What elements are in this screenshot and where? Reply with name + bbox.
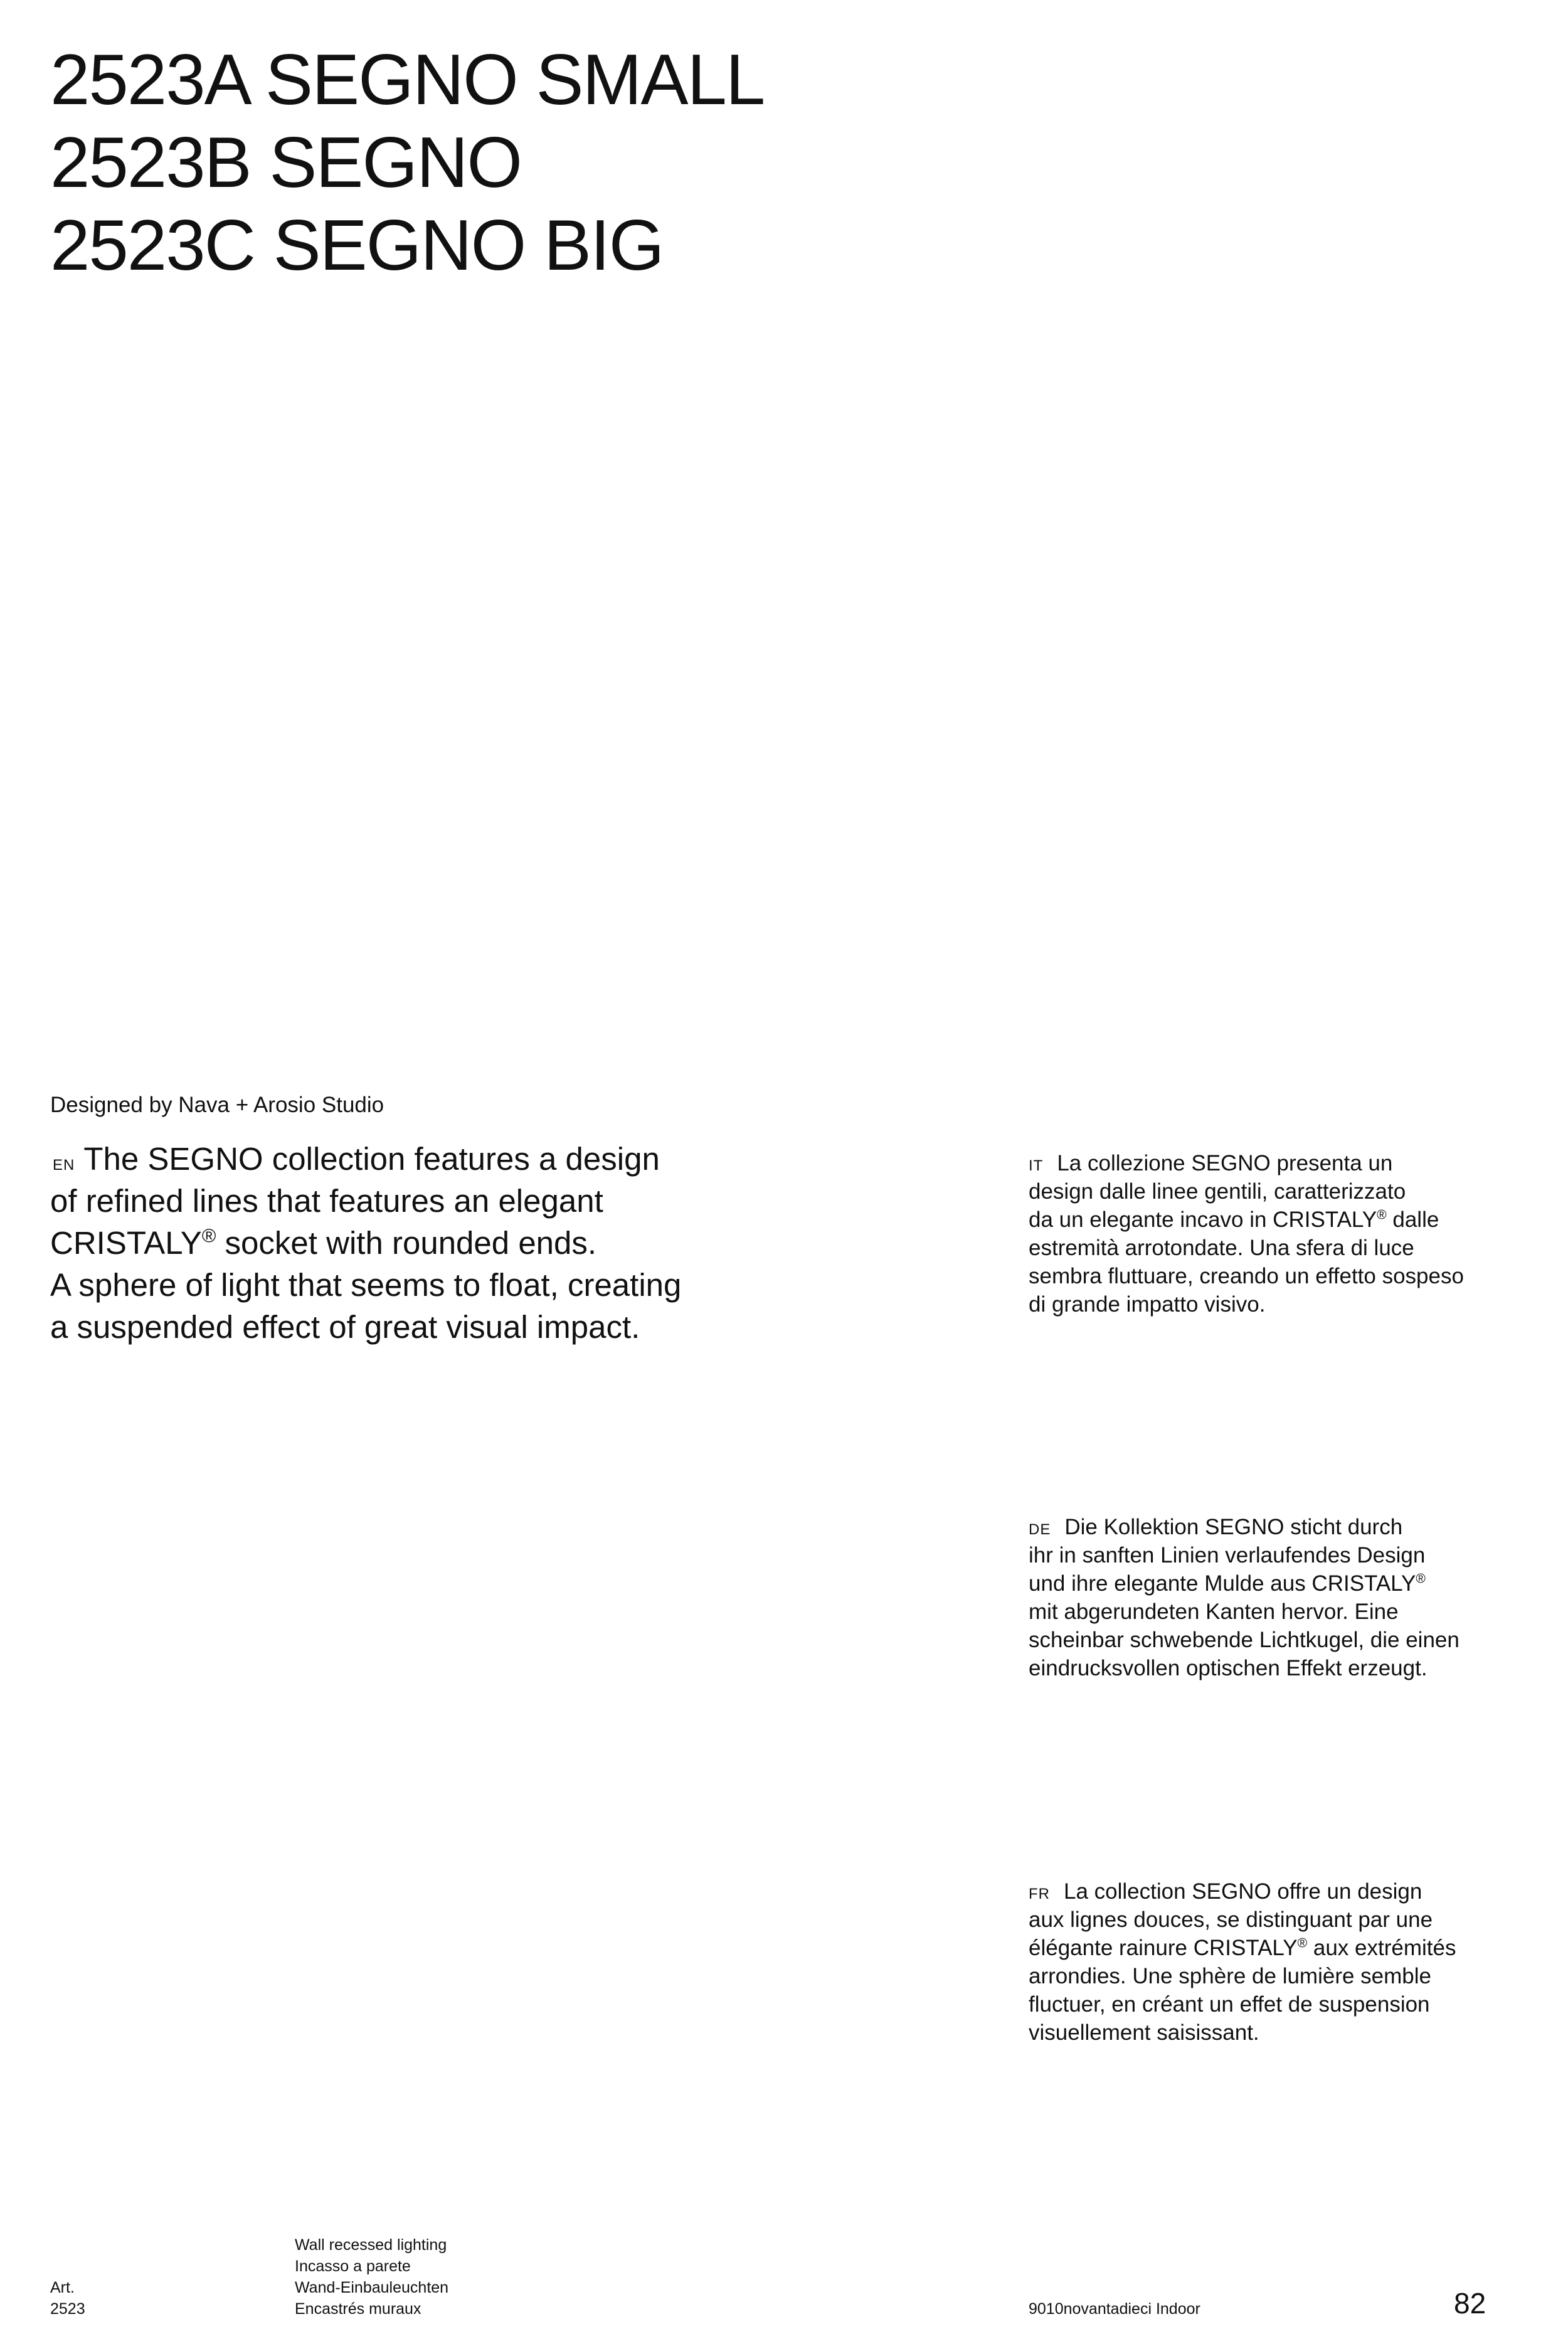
description-de-line: mit abgerundeten Kanten hervor. Eine <box>1029 1600 1399 1624</box>
description-en <box>50 1138 753 1348</box>
registered-mark: ® <box>1377 1207 1387 1223</box>
description-de <box>1029 1513 1505 1682</box>
description-it-line: dalle <box>1392 1207 1439 1232</box>
registered-mark: ® <box>201 1225 216 1247</box>
article-label: Art. <box>50 2279 75 2296</box>
description-de-line: eindrucksvollen optischen Effekt erzeugt. <box>1029 1656 1428 1680</box>
description-it-line: di grande impatto visivo. <box>1029 1292 1266 1317</box>
category-fr: Encastrés muraux <box>295 2300 421 2318</box>
designer-credit: Designed by Nava + Arosio Studio <box>50 1093 384 1117</box>
brand-footer: 9010novantadieci Indoor <box>1029 2300 1200 2318</box>
description-en-line: A sphere of light that seems to float, creating <box>50 1267 682 1303</box>
language-tag-fr: FR <box>1029 1886 1050 1902</box>
description-en-line: CRISTALY <box>50 1225 202 1261</box>
description-en-line: The SEGNO collection features a design <box>83 1141 660 1177</box>
description-it-line: estremità arrotondate. Una sfera di luce <box>1029 1236 1414 1260</box>
description-en-line: of refined lines that features an elegant <box>50 1183 603 1219</box>
category-en: Wall recessed lighting <box>295 2236 447 2254</box>
description-it-line: design dalle linee gentili, caratterizzato <box>1029 1179 1406 1204</box>
title-line-big: 2523C SEGNO BIG <box>50 206 664 285</box>
description-fr-line: La collection SEGNO offre un design <box>1064 1879 1422 1904</box>
description-fr-line: aux extrémités <box>1313 1936 1456 1960</box>
description-it-line: sembra fluttuare, creando un effetto sospeso <box>1029 1264 1464 1288</box>
article-number: 2523 <box>50 2300 85 2318</box>
description-fr-line: élégante rainure CRISTALY <box>1029 1936 1298 1960</box>
language-tag-de: DE <box>1029 1521 1051 1538</box>
description-fr-line: arrondies. Une sphère de lumière semble <box>1029 1964 1431 1988</box>
description-de-line: scheinbar schwebende Lichtkugel, die einen <box>1029 1628 1459 1652</box>
category-it: Incasso a parete <box>295 2257 411 2275</box>
article-reference <box>50 2277 85 2320</box>
description-fr-line: aux lignes douces, se distinguant par une <box>1029 1907 1433 1932</box>
category-de: Wand-Einbauleuchten <box>295 2279 449 2296</box>
description-it-line: La collezione SEGNO presenta un <box>1057 1151 1393 1175</box>
title-line-small: 2523A SEGNO SMALL <box>50 40 765 120</box>
description-it-line: da un elegante incavo in CRISTALY <box>1029 1207 1377 1232</box>
product-title <box>50 39 764 287</box>
description-fr <box>1029 1877 1505 2047</box>
description-de-line: und ihre elegante Mulde aus CRISTALY <box>1029 1571 1416 1596</box>
language-tag-en: EN <box>53 1157 75 1174</box>
description-de-line: Die Kollektion SEGNO sticht durch <box>1064 1515 1403 1539</box>
description-fr-line: visuellement saisissant. <box>1029 2020 1259 2045</box>
description-en-line: a suspended effect of great visual impact. <box>50 1309 640 1345</box>
description-it <box>1029 1149 1505 1318</box>
description-de-line: ihr in sanften Linien verlaufendes Design <box>1029 1543 1426 1568</box>
page-number: 82 <box>1454 2287 1486 2320</box>
description-fr-line: fluctuer, en créant un effet de suspension <box>1029 1992 1430 2017</box>
description-en-line: socket with rounded ends. <box>225 1225 597 1261</box>
product-category <box>295 2234 448 2320</box>
registered-mark: ® <box>1416 1571 1426 1586</box>
language-tag-it: IT <box>1029 1157 1044 1174</box>
title-line-regular: 2523B SEGNO <box>50 123 522 203</box>
registered-mark: ® <box>1297 1936 1308 1951</box>
